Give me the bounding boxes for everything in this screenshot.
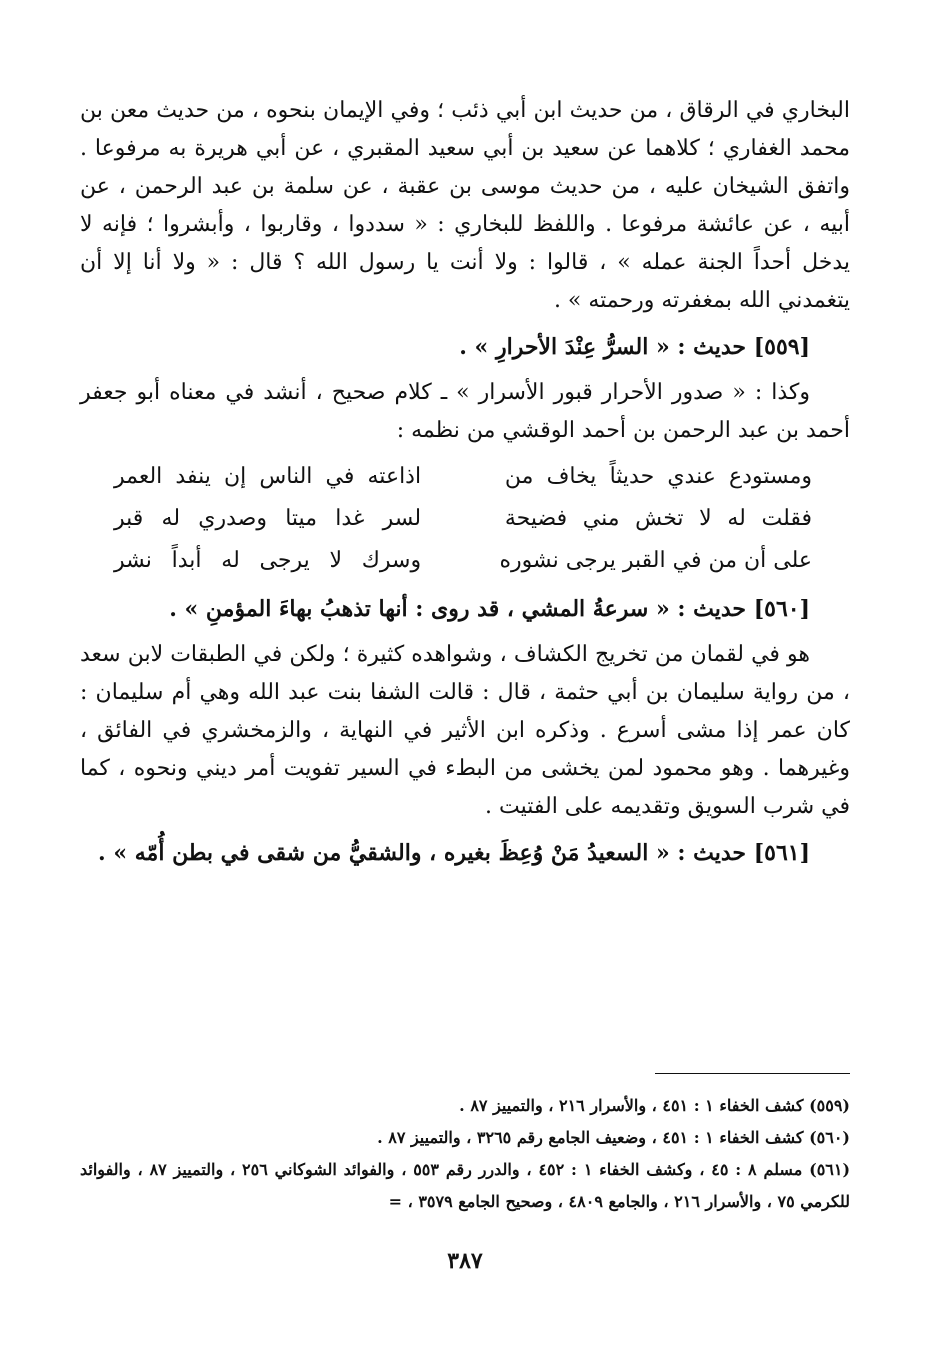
hadith-number: [٥٥٩] — [753, 334, 810, 360]
footnotes — [80, 1090, 850, 1218]
hadith-title: حديث : « السعيدُ مَنْ وُعِظَ بغيره ، والشقيُّ من شقى في بطن أُمّه » . — [98, 840, 747, 866]
footnote-559: (٥٥٩) كشف الخفاء ١ : ٤٥١ ، والأسرار ٢١٦ ، والتمييز ٨٧ . — [459, 1096, 850, 1115]
hadith-number: [٥٦١] — [753, 840, 810, 866]
hadith-heading-560 — [80, 590, 850, 628]
hadith-number: [٥٦٠] — [753, 596, 810, 622]
hadith-title: حديث : « سرعةُ المشي ، قد روى : أنها تذهبُ بهاءَ المؤمنِ » . — [169, 596, 747, 622]
footnote-560: (٥٦٠) كشف الخفاء ١ : ٤٥١ ، وضعيف الجامع رقم ٣٢٦٥ ، والتمييز ٨٧ . — [377, 1128, 850, 1147]
verse-first-hemistich: فقلت له لا تخش مني فضيحة — [504, 506, 812, 531]
hadith-heading-559 — [80, 328, 850, 366]
footnote-divider — [655, 1073, 850, 1074]
verse-second-hemistich: اذاعته في الناس إن ينفد العمر — [114, 464, 422, 489]
poem-verse — [80, 498, 850, 540]
paragraph-wakadha: وكذا : « صدور الأحرار قبور الأسرار » ـ كلام صحيح ، أنشد في معناه أبو جعفر أحمد بن عبد الرحمن بن أحمد الوقشي من نظمه : — [80, 380, 850, 443]
paragraph-luqman: هو في لقمان من تخريج الكشاف ، وشواهده كثيرة ؛ ولكن في الطبقات لابن سعد ، من رواية سليمان بن أبي حثمة ، قال : قالت الشفا بنت عبد الله وهي أم سليمان : كان عمر إذا مشى أسرع . وذكره ابن الأثير في النهاية ، والزمخشري في الفائق ، وغيرهما . وهو محمود لمن يخشى من البطء في السير تفويت أمر ديني ونحوه ، كما في شرب السويق وتقديمه على الفتيت . — [80, 642, 850, 819]
poem — [80, 456, 850, 582]
paragraph-bukhari: البخاري في الرقاق ، من حديث ابن أبي ذئب ؛ وفي الإيمان بنحوه ، من حديث معن بن محمد الغفاري ؛ كلاهما عن سعيد بن أبي سعيد المقبري ، عن أبي هريرة به مرفوعا . واتفق الشيخان عليه ، من حديث موسى بن عقبة ، عن سلمة بن عبد الرحمن ، عن أبيه ، عن عائشة مرفوعا . واللفظ للبخاري : « سددوا ، وقاربوا ، وأبشروا ؛ فإنه لا يدخل أحداً الجنة عمله » ، قالوا : ولا أنت يا رسول الله ؟ قال : « ولا أنا إلا أن يتغمدني الله بمغفرته ورحمته » . — [80, 98, 850, 313]
verse-first-hemistich: على أن من في القبر يرجى نشوره — [499, 548, 812, 573]
verse-second-hemistich: وسرك لا يرجى له أبداً نشر — [114, 548, 422, 573]
main-text — [80, 92, 850, 880]
poem-verse — [80, 540, 850, 582]
verse-first-hemistich: ومستودع عندي حديثاً يخاف من — [504, 464, 812, 489]
hadith-heading-561 — [80, 834, 850, 872]
verse-second-hemistich: لسر غدا ميتا وصدري له قبر — [114, 506, 422, 531]
poem-verse — [80, 456, 850, 498]
footnote-561: (٥٦١) مسلم ٨ : ٤٥ ، وكشف الخفاء ١ : ٤٥٢ ، والدرر رقم ٥٥٣ ، والفوائد الشوكاني ٢٥٦ ، والتمييز ٨٧ ، والفوائد للكرمي ٧٥ ، والأسرار ٢١٦ ، والجامع ٤٨٠٩ ، وصحيح الجامع ٣٥٧٩ ، = — [80, 1160, 851, 1211]
hadith-title: حديث : « السرُّ عِنْدَ الأحرارِ » . — [459, 334, 747, 360]
page-number: ٣٨٧ — [447, 1248, 483, 1274]
